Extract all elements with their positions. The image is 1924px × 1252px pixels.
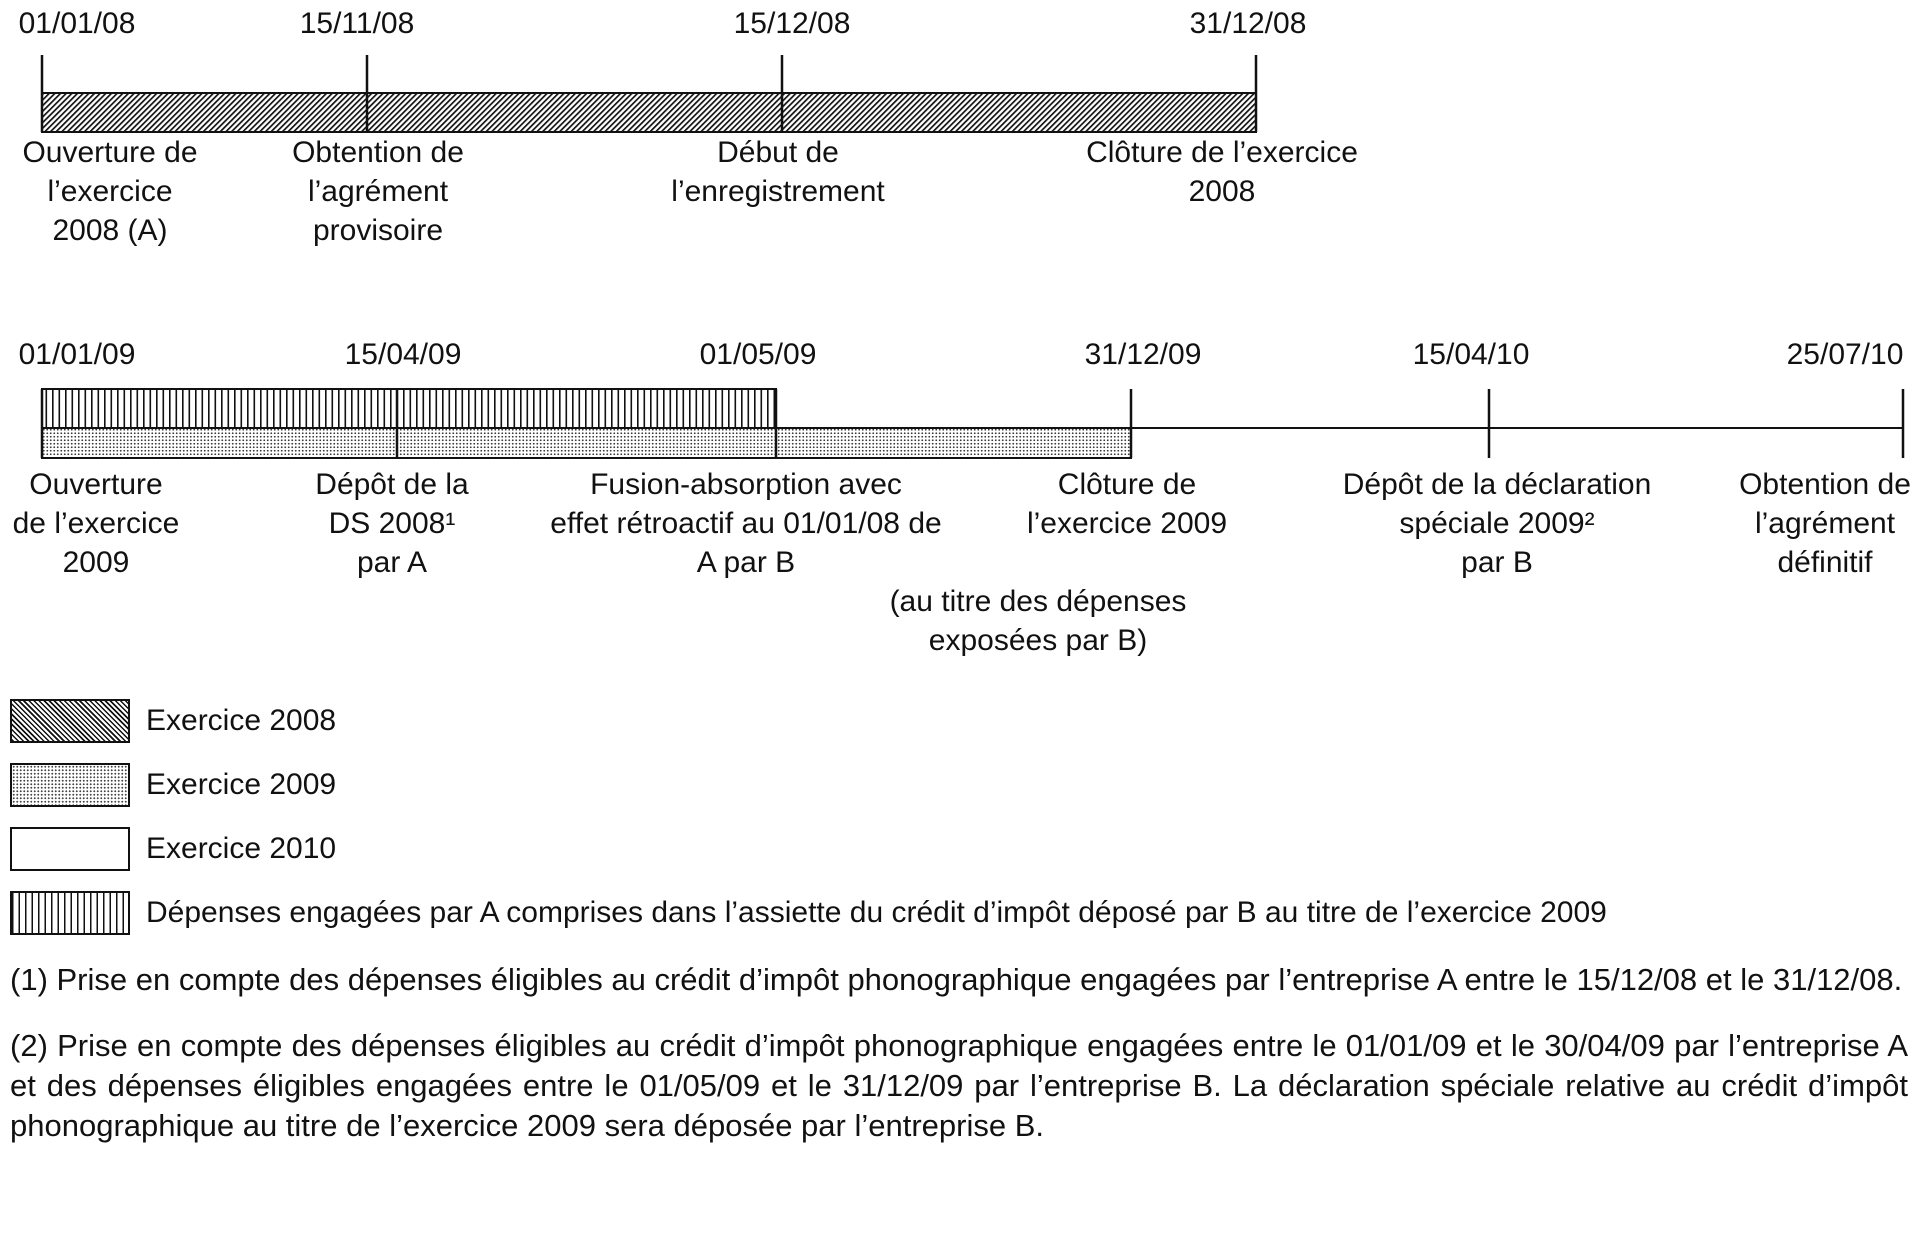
date-label: 15/12/08 — [733, 7, 851, 40]
date-label: 15/04/10 — [1412, 338, 1530, 371]
event-cloture-2009-note: (au titre des dépenses exposées par B) — [889, 585, 1187, 657]
event-depot-declaration-2009: Dépôt de la déclaration spéciale 2009² par B — [1342, 468, 1652, 579]
footnote-2: (2) Prise en compte des dépenses éligibles au crédit d’impôt phonographique engagées entre le 01/01/09 et le 30/04/09 par l’entreprise A et des dépenses éligibles engagées entre le 01/05/09 et le 31/12/09 par l’entreprise B. La déclaration spéciale relative au crédit d’impôt phonographique au titre de l’exercice 2009 sera déposée par l’entreprise B. — [10, 1028, 1908, 1143]
legend-item-exercice-2009 — [10, 761, 1607, 809]
date-label: 31/12/08 — [1189, 7, 1307, 40]
bar-depenses-a — [42, 389, 776, 428]
footnote-1: (1) Prise en compte des dépenses éligibles au crédit d’impôt phonographique engagées par l’entreprise A entre le 15/12/08 et le 31/12/08. — [10, 962, 1903, 997]
date-label: 25/07/10 — [1786, 338, 1904, 371]
legend — [10, 697, 1607, 953]
date-label: 01/01/08 — [18, 7, 136, 40]
legend-item-exercice-2010 — [10, 825, 1607, 873]
legend-label: Exercice 2009 — [146, 768, 337, 801]
date-label: 31/12/09 — [1084, 338, 1202, 371]
event-agrement-provisoire: Obtention de l’agrément provisoire — [292, 136, 464, 247]
legend-item-exercice-2008 — [10, 697, 1607, 745]
footnotes — [10, 960, 1908, 1172]
timeline-2008-graphic — [0, 0, 1924, 280]
timeline-2009 — [0, 330, 1924, 670]
legend-swatch-blank — [10, 827, 130, 871]
legend-label: Exercice 2010 — [146, 832, 337, 865]
date-label: 01/05/09 — [699, 338, 817, 371]
event-cloture-2009: Clôture de l’exercice 2009 — [1026, 468, 1228, 540]
event-agrement-definitif: Obtention de l’agrément définitif — [1739, 468, 1911, 579]
timeline-2008 — [0, 0, 1924, 280]
date-label: 15/04/09 — [344, 338, 462, 371]
event-debut-enregistrement: Début de l’enregistrement — [671, 136, 885, 208]
legend-swatch-dotted — [10, 763, 130, 807]
date-label: 01/01/09 — [18, 338, 136, 371]
bar-exercice-2009 — [42, 428, 1131, 458]
event-ouverture-2008: Ouverture de l’exercice 2008 (A) — [22, 136, 198, 247]
legend-label: Exercice 2008 — [146, 704, 337, 737]
bar-exercice-2008 — [42, 93, 1256, 132]
legend-swatch-diagonal-hatch — [10, 699, 130, 743]
legend-swatch-vertical-hatch — [10, 891, 130, 935]
legend-label: Dépenses engagées par A comprises dans l’assiette du crédit d’impôt déposé par B au titre de l’exercice 2009 — [146, 896, 1607, 929]
event-fusion-absorption: Fusion-absorption avec effet rétroactif au 01/01/08 de A par B — [550, 468, 942, 579]
event-ouverture-2009: Ouverture de l’exercice 2009 — [12, 468, 180, 579]
event-depot-ds-2008: Dépôt de la DS 2008¹ par A — [315, 468, 469, 579]
event-cloture-2008: Clôture de l’exercice 2008 — [1086, 136, 1358, 208]
date-label: 15/11/08 — [299, 7, 415, 40]
legend-item-depenses-a — [10, 889, 1607, 937]
